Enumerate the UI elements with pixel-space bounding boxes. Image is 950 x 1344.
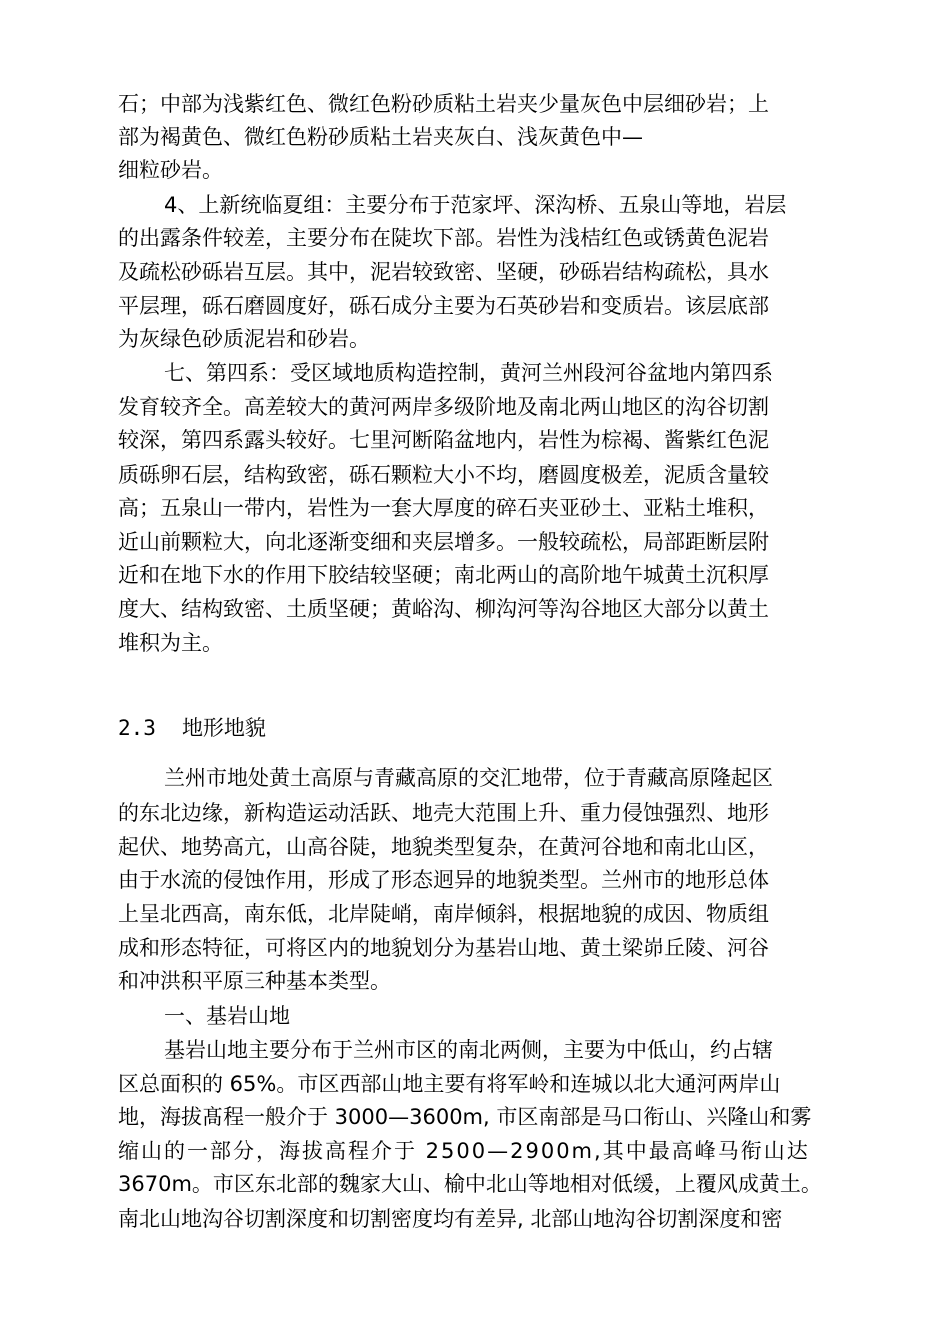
text-line: 地，海拔髙程一般介于 3000—3600m, 市区南部是马口衔山、兴隆山和雾 <box>118 1105 812 1129</box>
text-line: 度大、结构致密、土质坚硬；黄峪沟、柳沟河等沟谷地区大部分以黄土 <box>118 597 769 621</box>
text-line: 的出露条件较差，主要分布在陡坎下部。岩性为浅桔红色或锈黄色泥岩 <box>118 226 769 250</box>
text-line: 的东北边缘，新构造运动活跃、地壳大范围上升、重力侵蚀强烈、地形 <box>118 801 769 825</box>
text-line: 堆积为主。 <box>118 631 223 655</box>
text-line: 高；五泉山一带内，岩性为一套大厚度的碎石夹亚砂土、亚粘土堆积， <box>118 496 769 520</box>
section-number: 2.3 <box>118 716 156 740</box>
text-line: 和冲洪积平原三种基本类型。 <box>118 969 391 993</box>
text-line: 平层理，砾石磨圆度好，砾石成分主要为石英砂岩和变质岩。该层底部 <box>118 294 769 318</box>
text-line: 近山前颗粒大，向北逐渐变细和夹层增多。一般较疏松，局部距断层附 <box>118 530 769 554</box>
text-line: 七、第四系：受区域地质构造控制，黄河兰州段河谷盆地内第四系 <box>164 361 773 385</box>
section-heading <box>118 712 266 744</box>
text-line: 3670m。市区东北部的魏家大山、榆中北山等地相对低缓，上覆风成黄土。 <box>118 1172 822 1196</box>
text-line: 为灰绿色砂质泥岩和砂岩。 <box>118 327 370 351</box>
text-line: 成和形态特征，可将区内的地貌划分为基岩山地、黄土梁峁丘陵、河谷 <box>118 936 769 960</box>
text-line: 兰州市地处黄土高原与青藏高原的交汇地带，位于青藏高原隆起区 <box>164 766 773 790</box>
text-line: 区总面积的 65%。市区西部山地主要有将军岭和连城以北大通河两岸山 <box>118 1072 781 1096</box>
text-line: 石；中部为浅紫红色、微红色粉砂质粘土岩夹少量灰色中层细砂岩；上 <box>118 92 769 116</box>
text-line: 上呈北西高，南东低，北岸陡峭，南岸倾斜，根据地貌的成因、物质组 <box>118 902 769 926</box>
text-line: 质砾卵石层，结构致密，砾石颗粒大小不均，磨圆度极差，泥质含量较 <box>118 463 769 487</box>
text-line: 及疏松砂砾岩互层。其中，泥岩较致密、坚硬，砂砾岩结构疏松，具水 <box>118 260 769 284</box>
text-line: 4、上新统临夏组：主要分布于范家坪、深沟桥、五泉山等地，岩层 <box>164 193 787 217</box>
text-line: 起伏、地势高亢，山高谷陡，地貌类型复杂，在黄河谷地和南北山区， <box>118 835 769 859</box>
text-line: 发育较齐全。高差较大的黄河两岸多级阶地及南北两山地区的沟谷切割 <box>118 395 769 419</box>
text-line: 由于水流的侵蚀作用，形成了形态迥异的地貌类型。兰州市的地形总体 <box>118 868 769 892</box>
section-title: 地形地貌 <box>181 716 266 740</box>
text-line: 近和在地下水的作用下胶结较坚硬；南北两山的高阶地午城黄土沉积厚 <box>118 563 769 587</box>
text-line: 部为褐黄色、微红色粉砂质粘土岩夹灰白、浅灰黄色中— <box>118 125 643 149</box>
text-line: 基岩山地主要分布于兰州市区的南北两侧，主要为中低山，约占辖 <box>164 1038 773 1062</box>
text-line: 较深，第四系露头较好。七里河断陷盆地内，岩性为棕褐、酱紫红色泥 <box>118 428 769 452</box>
subsection-heading: 一、基岩山地 <box>164 1004 290 1028</box>
text-line: 缩山的一部分，海拔高程介于 2500—2900m,其中最高峰马衔山达 <box>118 1139 810 1163</box>
text-line: 南北山地沟谷切割深度和切割密度均有差异, 北部山地沟谷切割深度和密 <box>118 1207 783 1231</box>
text-line: 细粒砂岩。 <box>118 158 223 182</box>
